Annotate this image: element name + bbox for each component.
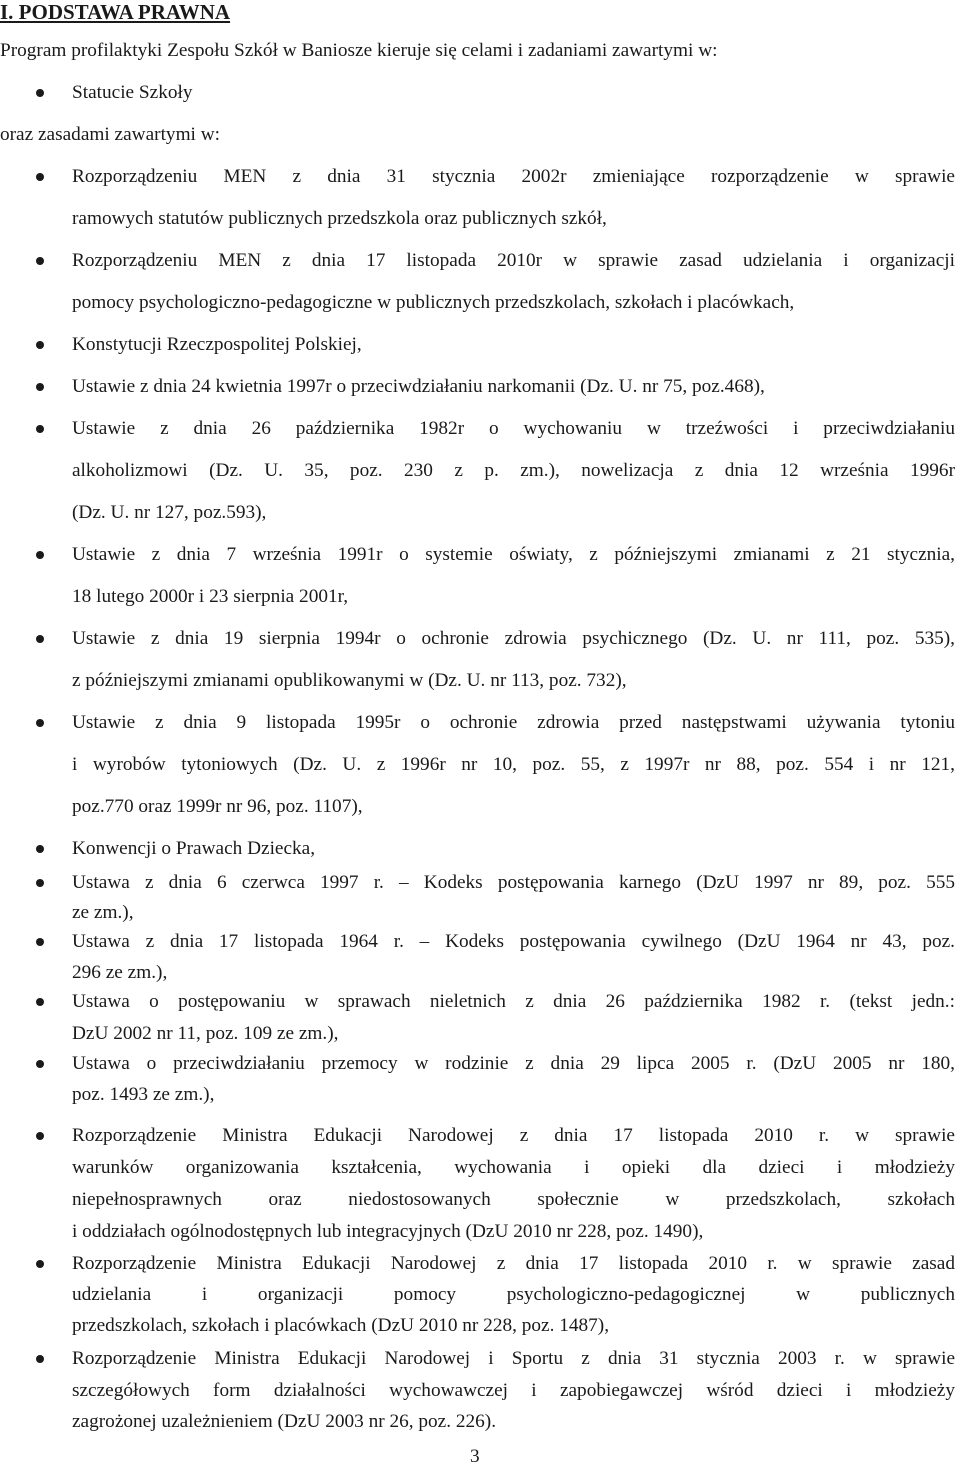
list-item-line: 18 lutego 2000r i 23 sierpnia 2001r, <box>72 586 349 607</box>
bullet-icon <box>36 341 44 349</box>
list-item-line: Rozporządzenie Ministra Edukacji Narodowej z dnia 17 listopada 2010 r. w sprawie zasad <box>72 1253 955 1274</box>
list-item-line: ze zm.), <box>72 902 134 923</box>
bullet-icon <box>36 879 44 887</box>
list-item-line: i wyrobów tytoniowych (Dz. U. z 1996r nr 10, poz. 55, z 1997r nr 88, poz. 554 i nr 121, <box>72 754 955 775</box>
bullet-icon <box>36 719 44 727</box>
list-item-line: Ustawie z dnia 7 września 1991r o systemie oświaty, z późniejszymi zmianami z 21 stycznia, <box>72 544 955 565</box>
bullet-icon <box>36 1260 44 1268</box>
list-item-line: Ustawie z dnia 19 sierpnia 1994r o ochronie zdrowia psychicznego (Dz. U. nr 111, poz. 535), <box>72 628 955 649</box>
list-item-line: z późniejszymi zmianami opublikowanymi w (Dz. U. nr 113, poz. 732), <box>72 670 627 691</box>
list-item-line: poz. 1493 ze zm.), <box>72 1084 215 1105</box>
list-item-line: niepełnosprawnych oraz niedostosowanych społecznie w przedszkolach, szkołach <box>72 1189 955 1210</box>
bullet-icon <box>36 1355 44 1363</box>
list-item-line: Ustawie z dnia 9 listopada 1995r o ochronie zdrowia przed następstwami używania tytoniu <box>72 712 955 733</box>
intro-paragraph: Program profilaktyki Zespołu Szkół w Baniosze kieruje się celami i zadaniami zawartymi w: <box>0 40 718 61</box>
list-item-line: warunków organizowania kształcenia, wychowania i opieki dla dzieci i młodzieży <box>72 1157 955 1178</box>
list-item-line: Konwencji o Prawach Dziecka, <box>72 838 316 859</box>
list-item-line: Rozporządzenie Ministra Edukacji Narodowej z dnia 17 listopada 2010 r. w sprawie <box>72 1125 955 1146</box>
list-item-line: pomocy psychologiczno-pedagogiczne w publicznych przedszkolach, szkołach i placówkach, <box>72 292 795 313</box>
list-item-line: Rozporządzeniu MEN z dnia 31 stycznia 2002r zmieniające rozporządzenie w sprawie <box>72 166 955 187</box>
list-item-line: Statucie Szkoły <box>72 82 193 103</box>
list-item-line: Ustawa z dnia 6 czerwca 1997 r. – Kodeks postępowania karnego (DzU 1997 nr 89, poz. 555 <box>72 872 955 893</box>
list-item-line: DzU 2002 nr 11, poz. 109 ze zm.), <box>72 1023 339 1044</box>
list-item-line: i oddziałach ogólnodostępnych lub integracyjnych (DzU 2010 nr 228, poz. 1490), <box>72 1221 704 1242</box>
list-item-line: 296 ze zm.), <box>72 962 168 983</box>
bullet-icon <box>36 383 44 391</box>
list-item-line: poz.770 oraz 1999r nr 96, poz. 1107), <box>72 796 363 817</box>
list-item-line: Ustawie z dnia 26 października 1982r o wychowaniu w trzeźwości i przeciwdziałaniu <box>72 418 955 439</box>
bullet-icon <box>36 1132 44 1140</box>
bullet-icon <box>36 173 44 181</box>
bullet-icon <box>36 425 44 433</box>
list-item-line: Ustawa z dnia 17 listopada 1964 r. – Kodeks postępowania cywilnego (DzU 1964 nr 43, poz. <box>72 931 955 952</box>
list-item-line: Rozporządzeniu MEN z dnia 17 listopada 2010r w sprawie zasad udzielania i organizacji <box>72 250 955 271</box>
section-heading: I. PODSTAWA PRAWNA <box>0 0 231 24</box>
mid-paragraph: oraz zasadami zawartymi w: <box>0 124 221 145</box>
bullet-icon <box>36 998 44 1006</box>
bullet-icon <box>36 938 44 946</box>
list-item-line: (Dz. U. nr 127, poz.593), <box>72 502 267 523</box>
list-item-line: ramowych statutów publicznych przedszkola oraz publicznych szkół, <box>72 208 607 229</box>
bullet-icon <box>36 257 44 265</box>
list-item-line: Ustawie z dnia 24 kwietnia 1997r o przeciwdziałaniu narkomanii (Dz. U. nr 75, poz.468), <box>72 376 765 397</box>
list-item-line: Ustawa o przeciwdziałaniu przemocy w rodzinie z dnia 29 lipca 2005 r. (DzU 2005 nr 180, <box>72 1053 955 1074</box>
bullet-icon <box>36 551 44 559</box>
list-item-line: Konstytucji Rzeczpospolitej Polskiej, <box>72 334 362 355</box>
bullet-icon <box>36 635 44 643</box>
list-item-line: Ustawa o postępowaniu w sprawach nieletnich z dnia 26 października 1982 r. (tekst jedn.: <box>72 991 955 1012</box>
list-item-line: zagrożonej uzależnieniem (DzU 2003 nr 26, poz. 226). <box>72 1411 497 1432</box>
bullet-icon <box>36 89 44 97</box>
list-item-line: szczegółowych form działalności wychowawczej i zapobiegawczej wśród dzieci i młodzieży <box>72 1380 955 1401</box>
bullet-icon <box>36 845 44 853</box>
list-item-line: udzielania i organizacji pomocy psychologiczno-pedagogicznej w publicznych <box>72 1284 955 1305</box>
page-number: 3 <box>470 1446 480 1467</box>
list-item-line: przedszkolach, szkołach i placówkach (DzU 2010 nr 228, poz. 1487), <box>72 1315 610 1336</box>
list-item-line: alkoholizmowi (Dz. U. 35, poz. 230 z p. zm.), nowelizacja z dnia 12 września 1996r <box>72 460 955 481</box>
list-item-line: Rozporządzenie Ministra Edukacji Narodowej i Sportu z dnia 31 stycznia 2003 r. w sprawie <box>72 1348 955 1369</box>
bullet-icon <box>36 1060 44 1068</box>
